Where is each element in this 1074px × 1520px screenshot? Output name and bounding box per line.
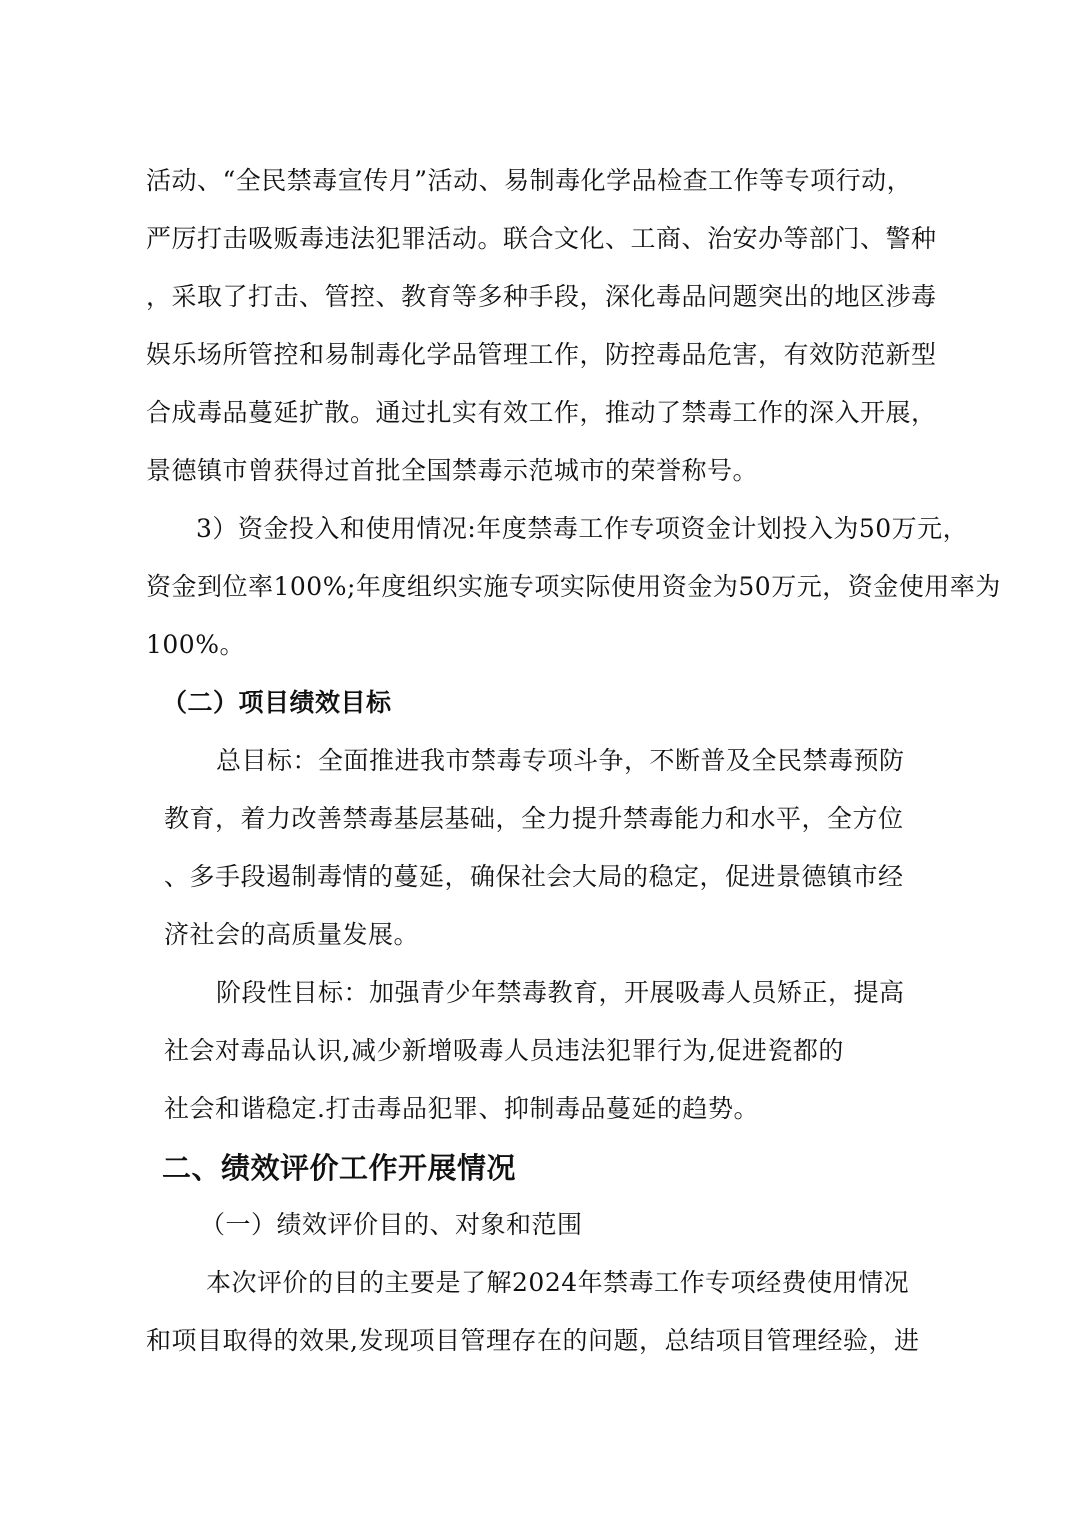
text-line: 本次评价的目的主要是了解2024年禁毒工作专项经费使用情况 xyxy=(206,1268,910,1297)
text-line: 和项目取得的效果,发现项目管理存在的问题，总结项目管理经验，进 xyxy=(146,1326,920,1355)
text-line: 阶段性目标：加强青少年禁毒教育，开展吸毒人员矫正，提高 xyxy=(216,978,905,1007)
text-line: 严厉打击吸贩毒违法犯罪活动。联合文化、工商、治安办等部门、警种 xyxy=(146,224,937,253)
text-line: 活动、“全民禁毒宣传月”活动、易制毒化学品检查工作等专项行动， xyxy=(146,166,913,195)
section-subheading: （二）项目绩效目标 xyxy=(162,688,392,717)
text-line: 社会对毒品认识,减少新增吸毒人员违法犯罪行为,促进瓷都的 xyxy=(164,1036,844,1065)
text-line: 娱乐场所管控和易制毒化学品管理工作，防控毒品危害，有效防范新型 xyxy=(146,340,937,369)
text-line: ，采取了打击、管控、教育等多种手段，深化毒品问题突出的地区涉毒 xyxy=(146,282,937,311)
text-line: 总目标：全面推进我市禁毒专项斗争，不断普及全民禁毒预防 xyxy=(216,746,905,775)
section-title: 二、绩效评价工作开展情况 xyxy=(162,1151,517,1185)
section-subheading: （一）绩效评价目的、对象和范围 xyxy=(200,1210,583,1239)
text-line: 3）资金投入和使用情况:年度禁毒工作专项资金计划投入为50万元， xyxy=(196,514,969,543)
text-line: 、多手段遏制毒情的蔓延，确保社会大局的稳定，促进景德镇市经 xyxy=(164,862,904,891)
text-line: 社会和谐稳定.打击毒品犯罪、抑制毒品蔓延的趋势。 xyxy=(164,1094,759,1123)
text-line: 100%。 xyxy=(146,630,245,659)
text-line: 教育，着力改善禁毒基层基础，全力提升禁毒能力和水平，全方位 xyxy=(164,804,904,833)
text-line: 资金到位率100%;年度组织实施专项实际使用资金为50万元，资金使用率为 xyxy=(146,572,1001,601)
text-line: 合成毒品蔓延扩散。通过扎实有效工作，推动了禁毒工作的深入开展， xyxy=(146,398,937,427)
text-line: 济社会的高质量发展。 xyxy=(164,920,420,949)
text-line: 景德镇市曾获得过首批全国禁毒示范城市的荣誉称号。 xyxy=(146,456,759,485)
